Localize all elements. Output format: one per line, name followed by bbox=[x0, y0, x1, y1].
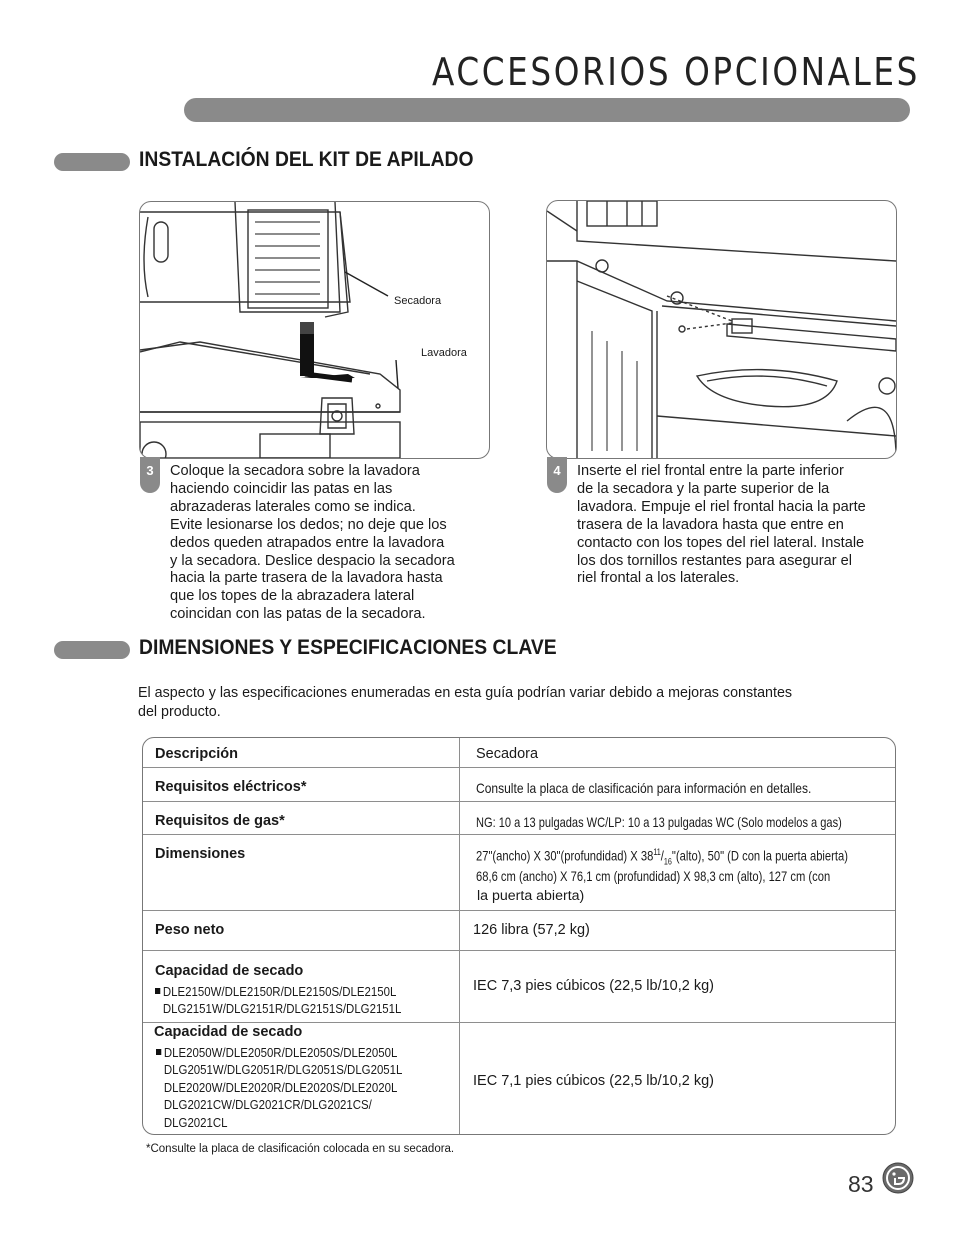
spec-value-electrical: Consulte la placa de clasificación para información en detalles. bbox=[476, 780, 812, 796]
spec-value-description: Secadora bbox=[476, 746, 539, 762]
spec-label-electrical: Requisitos eléctricos* bbox=[155, 779, 307, 795]
illustration-step-3 bbox=[139, 201, 490, 459]
spec-label-drying-capacity: Capacidad de secado bbox=[154, 1024, 303, 1040]
spec-value-drying-capacity: IEC 7,1 pies cúbicos (22,5 lb/10,2 kg) bbox=[473, 1073, 714, 1089]
label-dryer: Secadora bbox=[394, 295, 442, 307]
spec-label-gas: Requisitos de gas* bbox=[155, 813, 285, 829]
step-4-text: Inserte el riel frontal entre la parte inferior de la secadora y la parte superior de la lavadora. Empuje el riel frontal hacia la parte trasera de la lavadora hasta que entre en contacto con los topes del riel lateral. Instale los dos tornillos restantes para asegurar el riel frontal a los laterales. bbox=[577, 463, 866, 587]
spec-label-drying-capacity: Capacidad de secado bbox=[155, 963, 304, 979]
title-underline-bar bbox=[184, 98, 910, 122]
illustration-step-4 bbox=[546, 200, 897, 459]
spec-value-dimensions-door: la puerta abierta) bbox=[477, 888, 585, 904]
bullet-square-icon bbox=[155, 988, 160, 994]
step-4-badge: 4 bbox=[547, 457, 567, 493]
dryer-on-washer-illustration bbox=[140, 202, 489, 458]
spec-value-net-weight: 126 libra (57,2 kg) bbox=[473, 922, 590, 938]
page-title: ACCESORIOS OPCIONALES bbox=[432, 50, 920, 94]
section-heading-specifications: DIMENSIONES Y ESPECIFICACIONES CLAVE bbox=[139, 636, 557, 659]
intro-paragraph: El aspecto y las especificaciones enumeradas en esta guía podrían variar debido a mejoras constantes del producto. bbox=[138, 685, 793, 720]
spec-value-gas: NG: 10 a 13 pulgadas WC/LP: 10 a 13 pulgadas WC (Solo modelos a gas) bbox=[476, 814, 842, 830]
step-3-badge: 3 bbox=[140, 457, 160, 493]
label-washer: Lavadora bbox=[421, 347, 467, 359]
section-heading-stacking-kit: INSTALACIÓN DEL KIT DE APILADO bbox=[139, 148, 474, 171]
front-rail-illustration bbox=[547, 201, 896, 458]
section-marker-pill bbox=[54, 641, 130, 659]
model-list: DLE2050W/DLE2050R/DLE2050S/DLE2050L DLG2051W/DLG2051R/DLG2051S/DLG2051L DLE2020W/DLE2020R/DLE2020S/DLE2020L DLG2021CW/DLG2021CR/DLG2021CS/ DLG2021CL bbox=[156, 1044, 402, 1131]
footnote: *Consulte la placa de clasificación colocada en su secadora. bbox=[146, 1143, 455, 1155]
spec-label-dimensions: Dimensiones bbox=[155, 846, 246, 862]
spec-value-dimensions-metric: 68,6 cm (ancho) X 76,1 cm (profundidad) X 98,3 cm (alto), 127 cm (con bbox=[476, 868, 831, 884]
spec-value-dimensions-imperial: 27"(ancho) X 30"(profundidad) X $38^{11}/_{16}"(alto)$, 50" (D con la puerta abierta) bbox=[476, 847, 848, 867]
bullet-square-icon bbox=[156, 1049, 161, 1055]
spec-label-description: Descripción bbox=[155, 746, 238, 762]
spec-value-drying-capacity: IEC 7,3 pies cúbicos (22,5 lb/10,2 kg) bbox=[473, 978, 714, 994]
step-3-text: Coloque la secadora sobre la lavadora haciendo coincidir las patas en las abrazaderas laterales como se indica. Evite lesionarse los dedos; no deje que los dedos queden atrapados entre la lavadora y la secadora. Deslice despacio la secadora hacia la parte trasera de la lavadora hasta que los topes de la abrazadera lateral coincidan con las patas de la secadora. bbox=[170, 463, 455, 623]
spec-label-net-weight: Peso neto bbox=[155, 922, 225, 938]
section-marker-pill bbox=[54, 153, 130, 171]
lg-logo-icon bbox=[882, 1162, 914, 1194]
specifications-table bbox=[142, 737, 896, 1135]
page-number: 83 bbox=[848, 1171, 874, 1197]
model-list: DLE2150W/DLE2150R/DLE2150S/DLE2150L DLG2151W/DLG2151R/DLG2151S/DLG2151L bbox=[155, 983, 401, 1018]
